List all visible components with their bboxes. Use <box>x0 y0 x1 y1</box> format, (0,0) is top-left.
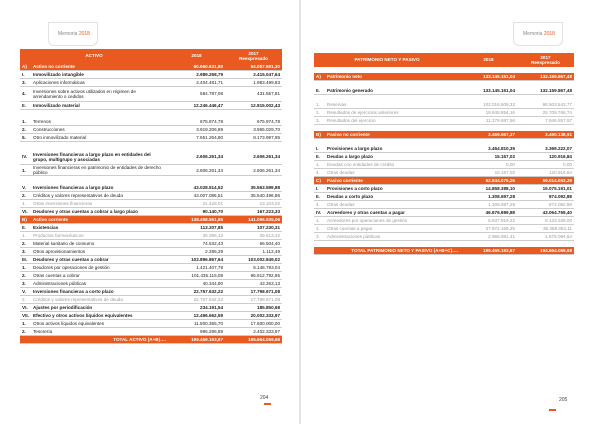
row-number: 3. <box>20 280 31 288</box>
row-number: VI. <box>20 208 31 216</box>
table-row <box>314 145 574 153</box>
row-number: 2. <box>314 109 325 117</box>
value-2018: 102.896.867,64 <box>168 256 225 264</box>
table-row <box>20 150 282 165</box>
row-label: Administraciones públicas <box>325 233 460 241</box>
row-number: V. <box>20 288 31 296</box>
table-row <box>20 296 282 304</box>
row-label: Activo no corriente <box>31 63 168 71</box>
value-2017: 20.002.333,97 <box>225 312 282 320</box>
total-row <box>20 336 282 344</box>
header-year: 2018 <box>543 31 555 37</box>
value-2017: 3.965.029,70 <box>225 126 282 134</box>
row-number: III. <box>20 256 31 264</box>
table-row <box>20 328 282 336</box>
row-number: 4. <box>20 87 31 102</box>
row-number: 1. <box>20 320 31 328</box>
value-2017: 431.557,81 <box>225 87 282 102</box>
row-label: Acreedores por operaciones de gestión <box>325 217 460 225</box>
row-number: 2. <box>314 225 325 233</box>
value-2018: 21.428,01 <box>168 200 225 208</box>
value-2018: 43.007.086,51 <box>168 192 225 200</box>
row-number: 3. <box>314 117 325 125</box>
row-label: Deudores y otras cuentas a cobrar a largo plazo <box>31 208 168 216</box>
value-2017: 39.613,42 <box>225 232 282 240</box>
row-number: A) <box>314 73 325 81</box>
row-number: II. <box>314 153 325 161</box>
value-2017: 2.606.261,34 <box>225 165 282 176</box>
row-number: IV. <box>20 150 31 165</box>
column-header-label: ACTIVO <box>20 49 168 63</box>
table-row <box>314 101 574 109</box>
page-header <box>523 31 555 37</box>
row-label: Créditos y valores representativos de deuda <box>31 192 168 200</box>
table-row <box>314 177 574 185</box>
row-label: Créditos y valores representativos de deuda <box>31 296 168 304</box>
value-2018: 14.858.388,10 <box>460 185 517 193</box>
value-2017: 103.002.849,02 <box>225 256 282 264</box>
row-label: Deudores por operaciones de gestión <box>31 264 168 272</box>
value-2018: 2.606.261,34 <box>168 165 225 176</box>
row-number: 1. <box>20 232 31 240</box>
row-number: 2. <box>20 272 31 280</box>
row-label: Construcciones <box>31 126 168 134</box>
row-label: Patrimonio generado <box>325 87 460 95</box>
value-2017: 3.369.222,07 <box>517 145 574 153</box>
table-row <box>314 169 574 177</box>
value-2017: 3.490.138,91 <box>517 131 574 139</box>
row-label: Otras cuentas a pagar <box>325 225 460 233</box>
row-label: Administraciones públicas <box>31 280 168 288</box>
row-number: 1. <box>314 101 325 109</box>
value-2017: 17.798.671,08 <box>225 288 282 296</box>
table-row <box>20 165 282 176</box>
table-header <box>20 49 282 63</box>
value-2018: 2.965.991,41 <box>460 233 517 241</box>
table-row <box>314 217 574 225</box>
row-label: Otras deudas <box>325 169 460 177</box>
page-204 <box>0 0 299 424</box>
value-2018: 101.435.115,08 <box>168 272 225 280</box>
value-2017: 6.146.793,04 <box>225 264 282 272</box>
value-2017: 132.159.867,48 <box>517 73 574 81</box>
table-row <box>314 117 574 125</box>
value-2018: 0,00 <box>460 161 517 169</box>
page-205 <box>301 0 600 424</box>
row-number: II. <box>20 102 31 110</box>
row-label: Inversiones financieras en patrimonio de entidades de derecho público <box>31 165 168 176</box>
value-2018: 43.028.514,52 <box>168 184 225 192</box>
header-title: Memoria <box>523 31 543 37</box>
page-dash <box>549 409 556 411</box>
patrimonio-table <box>314 53 574 255</box>
value-2017: 25.709.766,74 <box>517 109 574 117</box>
row-number: II. <box>20 224 31 232</box>
table-row <box>314 131 574 139</box>
row-number: II. <box>314 87 325 95</box>
table-header <box>314 53 574 67</box>
row-label: Deudas con entidades de crédito <box>325 161 460 169</box>
row-number: 1. <box>314 217 325 225</box>
row-number: 1. <box>20 264 31 272</box>
value-2017: 1.575.094,64 <box>517 233 574 241</box>
row-label: Deudas a largo plazo <box>325 153 460 161</box>
table-row <box>20 134 282 142</box>
value-2017: 2.402.333,97 <box>225 328 282 336</box>
table-row <box>20 288 282 296</box>
row-number: 2. <box>20 192 31 200</box>
table-row <box>314 193 574 201</box>
column-header-2018: 2018 <box>168 49 225 63</box>
row-number: B) <box>314 131 325 139</box>
table-row <box>314 225 574 233</box>
table-row <box>314 87 574 95</box>
row-label: Otros aprovisionamientos <box>31 248 168 256</box>
value-2017: 874.092,88 <box>517 201 574 209</box>
value-2018: 60.960.631,80 <box>168 63 225 71</box>
value-2018: 90.140,70 <box>168 208 225 216</box>
page-dash <box>264 403 271 405</box>
row-label: Terrenos <box>31 118 168 126</box>
value-2017: 132.159.867,48 <box>517 87 574 95</box>
row-label: Provisiones a largo plazo <box>325 145 460 153</box>
value-2018: 133.145.151,04 <box>460 87 517 95</box>
value-2018: 46.676.989,88 <box>460 209 517 217</box>
table-row <box>20 208 282 216</box>
table-row <box>20 248 282 256</box>
value-2018: 2.989.268,79 <box>168 71 225 79</box>
value-2017: 98.503.543,77 <box>517 101 574 109</box>
table-row <box>20 232 282 240</box>
row-label: Inversiones financieras a corto plazo <box>31 288 168 296</box>
table-row <box>20 126 282 134</box>
table-row <box>20 272 282 280</box>
column-header-2018: 2018 <box>460 53 517 67</box>
value-2017: 195.664.059,68 <box>225 336 282 344</box>
value-2017: 2.606.261,34 <box>225 150 282 165</box>
column-header-2017: 2017 Reexpresado <box>225 49 282 63</box>
row-number: VI. <box>20 304 31 312</box>
value-2018: 102.016.609,32 <box>460 101 517 109</box>
value-2017: 107.230,31 <box>225 224 282 232</box>
row-label: Inversiones financieras a largo plazo <box>31 184 168 192</box>
value-2018: 12.496.662,59 <box>168 312 225 320</box>
row-number: 3. <box>20 248 31 256</box>
row-number: 1. <box>20 165 31 176</box>
row-number: 1. <box>20 118 31 126</box>
value-2017: 0,00 <box>517 161 574 169</box>
value-2018: 15.157,02 <box>460 169 517 177</box>
table-row <box>20 63 282 71</box>
value-2017: 1.983.489,83 <box>225 79 282 87</box>
value-2017: 35.359.354,11 <box>517 225 574 233</box>
row-number: A) <box>20 63 31 71</box>
row-label: Tesorería <box>31 328 168 336</box>
row-number: 2. <box>20 296 31 304</box>
row-label: Deudas a corto plazo <box>325 193 460 201</box>
value-2018: 1.308.697,28 <box>460 201 517 209</box>
page-number: 205 <box>559 397 568 403</box>
value-2017: 2.415.047,64 <box>225 71 282 79</box>
row-number: 4. <box>20 200 31 208</box>
row-label: Inmovilizado intangible <box>31 71 168 79</box>
value-2018: 138.498.561,85 <box>168 216 225 224</box>
table-row <box>20 304 282 312</box>
row-number: II. <box>314 193 325 201</box>
value-2017: 43.263,13 <box>225 280 282 288</box>
value-2018: 11.500.365,70 <box>168 320 225 328</box>
row-number: V. <box>20 184 31 192</box>
table-row <box>20 184 282 192</box>
value-2017: 874.092,88 <box>517 193 574 201</box>
value-2018: 36.395,13 <box>168 232 225 240</box>
row-label: Deudores y otras cuentas a cobrar <box>31 256 168 264</box>
value-2017: 120.916,84 <box>517 153 574 161</box>
table-row <box>20 280 282 288</box>
table-row <box>20 320 282 328</box>
value-2018: 996.296,89 <box>168 328 225 336</box>
table-row <box>314 153 574 161</box>
value-2017: 8.173.997,95 <box>225 134 282 142</box>
row-label: Inversiones financieras a largo plazo en entidades del grupo, multigrupo y asociadas <box>31 150 168 165</box>
row-number: 2. <box>20 328 31 336</box>
table-row <box>20 312 282 320</box>
table-row <box>20 102 282 110</box>
value-2017: 1.112,49 <box>225 248 282 256</box>
row-label: Existencias <box>31 224 168 232</box>
row-number: VII. <box>20 312 31 320</box>
activo-table <box>20 49 282 344</box>
value-2018: 2.404.481,71 <box>168 79 225 87</box>
row-number: I. <box>20 71 31 79</box>
row-label: Aplicaciones informáticas <box>31 79 168 87</box>
row-label: Inmovilizado material <box>31 102 168 110</box>
value-2018: 584.787,08 <box>168 87 225 102</box>
value-2018: 11.279.687,56 <box>460 117 517 125</box>
value-2018: 3.919.206,89 <box>168 126 225 134</box>
row-number: 2. <box>20 240 31 248</box>
row-number: I. <box>314 185 325 193</box>
row-label: Reservas <box>325 101 460 109</box>
value-2018: 7.651.264,80 <box>168 134 225 142</box>
row-label: Pasivo no corriente <box>325 131 460 139</box>
table-row <box>20 264 282 272</box>
table-row <box>20 71 282 79</box>
row-label: Pasivo corriente <box>325 177 460 185</box>
value-2017: 675.974,78 <box>225 118 282 126</box>
row-number: 2. <box>20 126 31 134</box>
row-number: 3. <box>20 79 31 87</box>
row-number: 5. <box>20 134 31 142</box>
row-label: Ajustes por periodificación <box>31 304 168 312</box>
row-label: Otras cuentas a cobrar <box>31 272 168 280</box>
value-2018: 133.145.151,04 <box>460 73 517 81</box>
row-label: Inversiones sobre activos utilizados en régimen de arrendamiento o cedidos <box>31 87 168 102</box>
table-row <box>20 216 282 224</box>
row-number <box>20 336 31 344</box>
row-label: TOTAL PATRIMONIO NETO Y PASIVO (A+B+C)…. <box>325 247 460 255</box>
value-2018: 675.974,78 <box>168 118 225 126</box>
row-number: I. <box>314 145 325 153</box>
row-label: Efectivo y otros activos líquidos equivalentes <box>31 312 168 320</box>
value-2017: 96.812.792,85 <box>225 272 282 280</box>
row-label: Otros activos líquidos equivalentes <box>31 320 168 328</box>
row-label: Otro inmovilizado material <box>31 134 168 142</box>
value-2018: 2.285,29 <box>168 248 225 256</box>
value-2018: 3.454.810,35 <box>460 145 517 153</box>
value-2017: 17.798.671,08 <box>225 296 282 304</box>
value-2018: 22.757.632,22 <box>168 288 225 296</box>
row-number: 3. <box>314 233 325 241</box>
row-label: Acreedores y otras cuentas a pagar <box>325 209 460 217</box>
value-2018: 74.532,43 <box>168 240 225 248</box>
table-row <box>314 73 574 81</box>
value-2018: 22.757.632,22 <box>168 296 225 304</box>
table-row <box>20 256 282 264</box>
table-row <box>314 185 574 193</box>
value-2018: 37.874.169,25 <box>460 225 517 233</box>
total-row <box>314 247 574 255</box>
value-2017: 43.064.769,40 <box>517 209 574 217</box>
value-2018: 40.344,80 <box>168 280 225 288</box>
row-label: Otras inversiones financieras <box>31 200 168 208</box>
value-2018: 12.246.446,47 <box>168 102 225 110</box>
value-2017: 23.103,02 <box>225 200 282 208</box>
value-2017: 6.133.328,00 <box>517 217 574 225</box>
row-number: 4. <box>314 169 325 177</box>
value-2018: 1.308.697,28 <box>460 193 517 201</box>
value-2017: 66.504,40 <box>225 240 282 248</box>
value-2018: 62.844.075,26 <box>460 177 517 185</box>
value-2017: 7.946.557,97 <box>517 117 574 125</box>
value-2018: 19.848.854,16 <box>460 109 517 117</box>
row-number: C) <box>314 177 325 185</box>
value-2018: 5.637.919,22 <box>460 217 517 225</box>
column-header-2017: 2017 Reexpresado <box>517 53 574 67</box>
table-row <box>314 233 574 241</box>
row-number: IV. <box>314 209 325 217</box>
value-2017: 35.540.496,86 <box>225 192 282 200</box>
row-number: B) <box>20 216 31 224</box>
row-label: Resultados del ejercicio <box>325 117 460 125</box>
row-label: Productos farmacéuticos <box>31 232 168 240</box>
row-number: 4. <box>314 201 325 209</box>
value-2017: 12.815.002,43 <box>225 102 282 110</box>
value-2017: 15.075.191,01 <box>517 185 574 193</box>
table-row <box>314 201 574 209</box>
value-2018: 113.207,85 <box>168 224 225 232</box>
value-2017: 141.096.935,06 <box>225 216 282 224</box>
row-label: Provisiones a corto plazo <box>325 185 460 193</box>
table-row <box>314 109 574 117</box>
value-2018: 199.459.193,67 <box>168 336 225 344</box>
page-header <box>58 31 90 37</box>
row-label: TOTAL ACTIVO (A+B)…. <box>31 336 168 344</box>
column-header-label: PATRIMONIO NETO Y PASIVO <box>314 53 460 67</box>
value-2017: 59.014.053,29 <box>517 177 574 185</box>
value-2017: 17.600.000,00 <box>225 320 282 328</box>
value-2017: 194.664.059,68 <box>517 247 574 255</box>
value-2017: 54.087.691,30 <box>225 63 282 71</box>
value-2017: 185.850,68 <box>225 304 282 312</box>
header-year: 2018 <box>78 31 90 37</box>
row-label: Material sanitario de consumo <box>31 240 168 248</box>
page-number: 204 <box>260 395 269 401</box>
table-row <box>20 118 282 126</box>
table-row <box>314 161 574 169</box>
value-2017: 167.223,33 <box>225 208 282 216</box>
value-2017: 120.916,84 <box>517 169 574 177</box>
table-row <box>20 200 282 208</box>
value-2017: 35.563.599,88 <box>225 184 282 192</box>
value-2018: 199.459.193,67 <box>460 247 517 255</box>
table-row <box>20 240 282 248</box>
table-row <box>20 87 282 102</box>
header-title: Memoria <box>58 31 78 37</box>
value-2018: 234.191,54 <box>168 304 225 312</box>
row-label: Patrimonio neto <box>325 73 460 81</box>
row-label: Activo corriente <box>31 216 168 224</box>
value-2018: 2.606.261,34 <box>168 150 225 165</box>
table-row <box>20 79 282 87</box>
value-2018: 3.469.967,37 <box>460 131 517 139</box>
row-number: 1. <box>314 161 325 169</box>
table-row <box>314 209 574 217</box>
table-row <box>20 224 282 232</box>
table-row <box>20 192 282 200</box>
row-number <box>314 247 325 255</box>
value-2018: 15.157,02 <box>460 153 517 161</box>
value-2018: 1.421.407,78 <box>168 264 225 272</box>
row-label: Resultados de ejercicios anteriores <box>325 109 460 117</box>
row-label: Otras deudas <box>325 201 460 209</box>
